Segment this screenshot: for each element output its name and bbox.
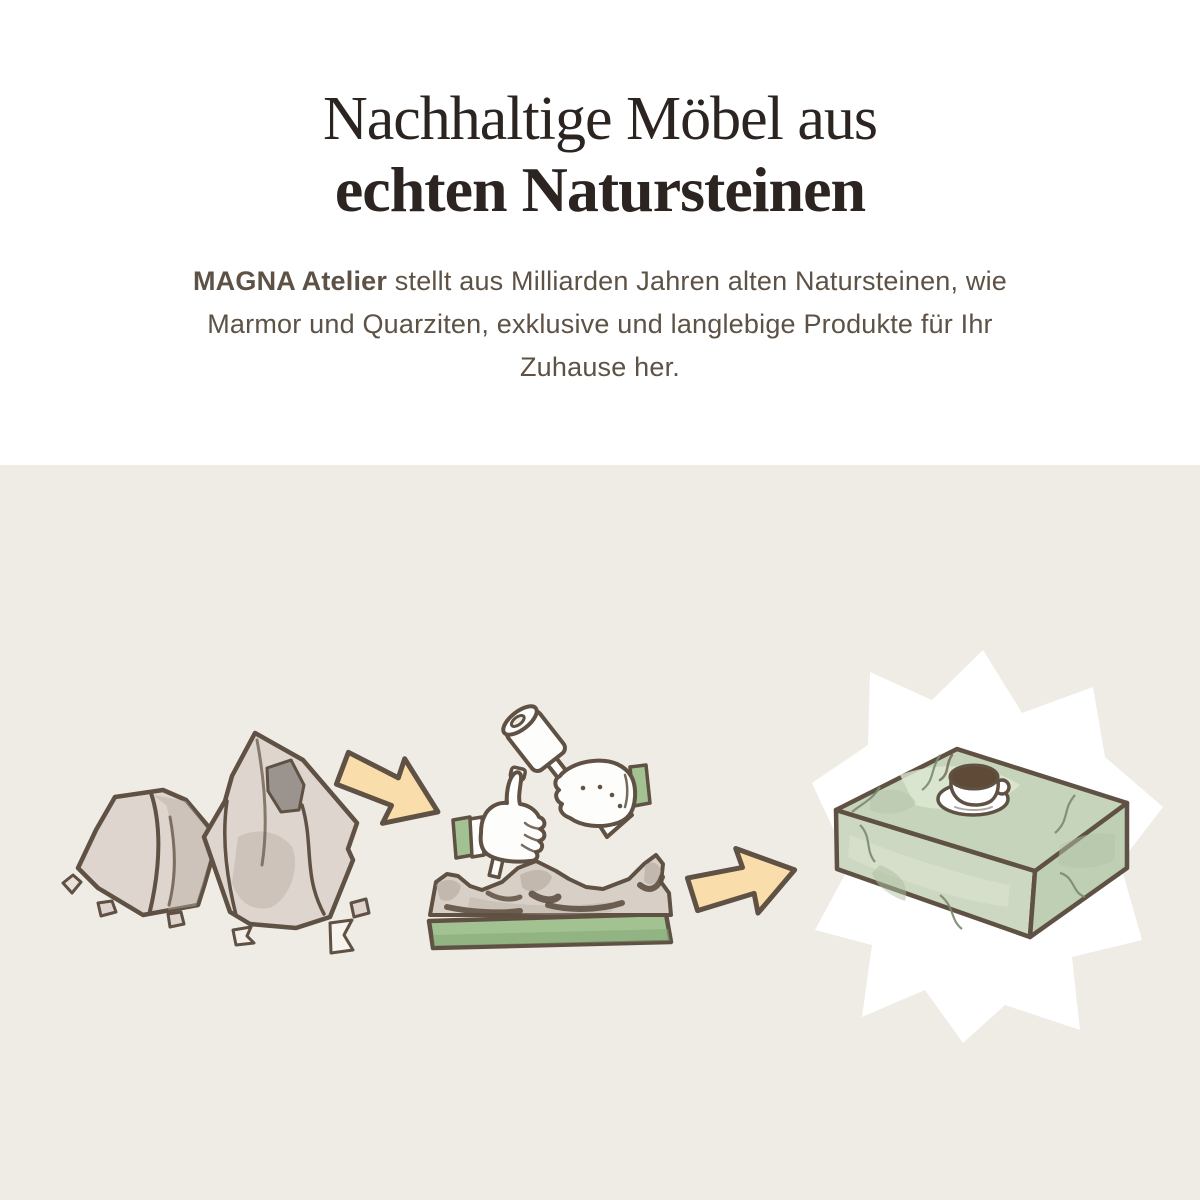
process-illustration xyxy=(0,465,1200,1200)
finished-table-illustration xyxy=(812,650,1163,1043)
process-arrow-2 xyxy=(683,836,802,928)
heading-line-1: Nachhaltige Möbel aus xyxy=(322,85,878,153)
carving-hands-illustration xyxy=(429,701,671,948)
intro-paragraph-line-3: Zuhause her. xyxy=(519,352,680,382)
hand-holding-mallet xyxy=(555,761,650,837)
intro-line-1-text: stellt aus Milliarden Jahren alten Natursteinen, wie xyxy=(387,266,1008,296)
hand-holding-chisel xyxy=(453,772,544,861)
hero-section xyxy=(0,0,1200,465)
brand-name: MAGNA Atelier xyxy=(192,266,388,296)
raw-stones-illustration xyxy=(63,733,369,953)
intro-paragraph xyxy=(0,260,1200,389)
page-title xyxy=(0,84,1200,226)
heading-line-2: echten Natursteinen xyxy=(334,154,866,225)
intro-paragraph-line-1 xyxy=(0,260,1200,303)
process-section xyxy=(0,465,1200,1200)
intro-paragraph-line-2: Marmor und Quarziten, exklusive und langlebige Produkte für Ihr xyxy=(207,309,993,339)
